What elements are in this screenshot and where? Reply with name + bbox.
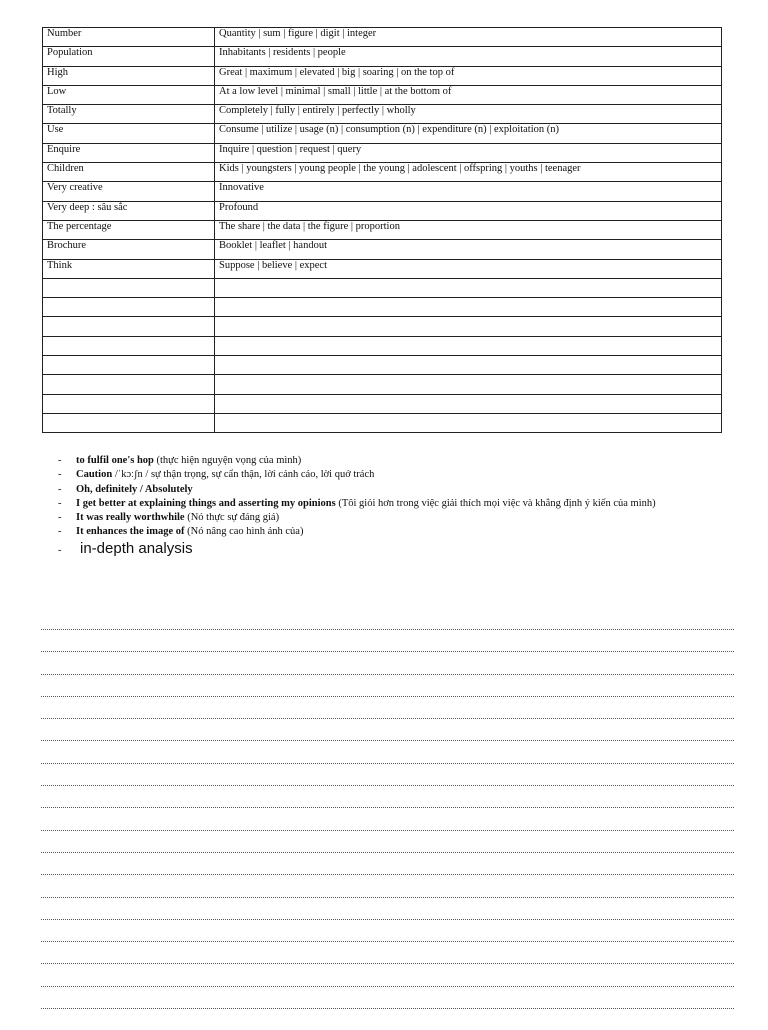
dotted-line — [41, 963, 734, 985]
vocab-synonyms-cell — [215, 298, 722, 317]
vocab-word-cell: Population — [43, 47, 215, 66]
dotted-line — [41, 986, 734, 1008]
phrase-bold: I get better at explaining things and asserting my opinions — [76, 497, 336, 509]
vocab-synonyms-cell: Quantity | sum | figure | digit | integer — [215, 28, 722, 47]
vocab-word-cell: Brochure — [43, 240, 215, 259]
list-item — [58, 454, 748, 468]
dotted-line — [41, 629, 734, 651]
phrase-translation: /ˈkɔːʃn / sự thận trọng, sự cẩn thận, lời cảnh cáo, lời quở trách — [112, 469, 375, 481]
table-row — [43, 317, 722, 336]
dotted-writing-lines — [41, 629, 734, 1030]
dotted-line — [41, 941, 734, 963]
vocab-word-cell: Use — [43, 124, 215, 143]
vocab-synonyms-cell: Inquire | question | request | query — [215, 143, 722, 162]
vocab-word-cell: Totally — [43, 105, 215, 124]
dotted-line — [41, 897, 734, 919]
vocab-word-cell: Low — [43, 85, 215, 104]
vocab-word-cell — [43, 278, 215, 297]
bullet-dash: - — [58, 455, 62, 466]
vocab-synonyms-cell — [215, 356, 722, 375]
phrase-in-depth-analysis: in-depth analysis — [80, 539, 193, 557]
vocab-word-cell: High — [43, 66, 215, 85]
dotted-line — [41, 696, 734, 718]
bullet-dash: - — [58, 497, 62, 509]
vocab-synonyms-cell — [215, 336, 722, 355]
vocab-word-cell: The percentage — [43, 220, 215, 239]
vocab-synonyms-cell: Kids | youngsters | young people | the young | adolescent | offspring | youths | teenager — [215, 163, 722, 182]
table-row — [43, 28, 722, 47]
table-row — [43, 85, 722, 104]
dotted-line — [41, 852, 734, 874]
table-row — [43, 182, 722, 201]
vocab-word-cell: Very deep : sâu sắc — [43, 201, 215, 220]
table-row — [43, 259, 722, 278]
vocab-synonyms-cell: Consume | utilize | usage (n) | consumption (n) | expenditure (n) | exploitation (n) — [215, 124, 722, 143]
vocab-word-cell — [43, 413, 215, 432]
table-row — [43, 124, 722, 143]
phrase-bold: to fulfil one's hop — [76, 455, 154, 466]
vocab-synonyms-cell: Inhabitants | residents | people — [215, 47, 722, 66]
bullet-dash: - — [58, 512, 62, 524]
vocab-word-cell — [43, 356, 215, 375]
list-item — [58, 511, 748, 525]
vocab-synonyms-cell: The share | the data | the figure | proportion — [215, 220, 722, 239]
vocab-synonyms-cell — [215, 413, 722, 432]
vocab-synonyms-cell — [215, 394, 722, 413]
vocab-word-cell — [43, 375, 215, 394]
table-row — [43, 278, 722, 297]
dotted-line — [41, 718, 734, 740]
phrase-translation: (Nó nâng cao hình ảnh của) — [184, 526, 304, 538]
table-row — [43, 413, 722, 432]
list-item — [58, 540, 748, 557]
table-row — [43, 201, 722, 220]
table-row — [43, 143, 722, 162]
dotted-line — [41, 1008, 734, 1030]
vocab-synonyms-cell: Completely | fully | entirely | perfectly | wholly — [215, 105, 722, 124]
vocab-word-cell — [43, 336, 215, 355]
phrase-bold: Caution — [76, 469, 113, 481]
vocab-synonyms-cell: Suppose | believe | expect — [215, 259, 722, 278]
bullet-dash: - — [58, 483, 62, 495]
table-row — [43, 66, 722, 85]
vocabulary-table — [42, 27, 722, 433]
table-row — [43, 394, 722, 413]
vocab-word-cell: Children — [43, 163, 215, 182]
table-row — [43, 240, 722, 259]
dotted-line — [41, 785, 734, 807]
table-row — [43, 298, 722, 317]
vocab-synonyms-cell: At a low level | minimal | small | little | at the bottom of — [215, 85, 722, 104]
list-item — [58, 468, 748, 482]
vocab-synonyms-cell — [215, 278, 722, 297]
dotted-line — [41, 651, 734, 673]
bullet-dash: - — [58, 526, 62, 538]
dotted-line — [41, 740, 734, 762]
phrase-translation: (Nó thực sự đáng giá) — [184, 512, 280, 524]
list-item — [58, 497, 748, 511]
vocab-synonyms-cell: Great | maximum | elevated | big | soaring | on the top of — [215, 66, 722, 85]
vocab-word-cell — [43, 317, 215, 336]
vocab-word-cell: Enquire — [43, 143, 215, 162]
phrase-bold: Oh, definitely / Absolutely — [76, 483, 193, 495]
vocab-word-cell: Very creative — [43, 182, 215, 201]
table-row — [43, 47, 722, 66]
list-item — [58, 525, 748, 539]
table-row — [43, 356, 722, 375]
vocab-synonyms-cell: Booklet | leaflet | handout — [215, 240, 722, 259]
vocab-synonyms-cell: Innovative — [215, 182, 722, 201]
table-row — [43, 375, 722, 394]
bullet-dash: - — [58, 469, 62, 481]
bullet-dash: - — [58, 544, 62, 556]
phrase-bold: It enhances the image of — [76, 526, 185, 538]
table-row — [43, 220, 722, 239]
table-row — [43, 163, 722, 182]
dotted-line — [41, 830, 734, 852]
dotted-line — [41, 674, 734, 696]
dotted-line — [41, 919, 734, 941]
phrase-translation: (Tôi giỏi hơn trong việc giải thích mọi việc và khẳng định ý kiến của mình) — [335, 497, 656, 509]
vocab-word-cell: Number — [43, 28, 215, 47]
phrase-translation: (thực hiện nguyện vọng của mình) — [153, 455, 302, 466]
list-item — [58, 483, 748, 497]
vocab-word-cell: Think — [43, 259, 215, 278]
dotted-line — [41, 807, 734, 829]
dotted-line — [41, 763, 734, 785]
vocab-word-cell — [43, 394, 215, 413]
phrase-notes-list — [58, 454, 748, 557]
vocab-word-cell — [43, 298, 215, 317]
vocabulary-table-body — [43, 28, 722, 433]
dotted-line — [41, 874, 734, 896]
phrase-bold: It was really worthwhile — [76, 512, 185, 524]
table-row — [43, 105, 722, 124]
vocab-synonyms-cell — [215, 317, 722, 336]
table-row — [43, 336, 722, 355]
vocab-synonyms-cell — [215, 375, 722, 394]
vocab-synonyms-cell: Profound — [215, 201, 722, 220]
